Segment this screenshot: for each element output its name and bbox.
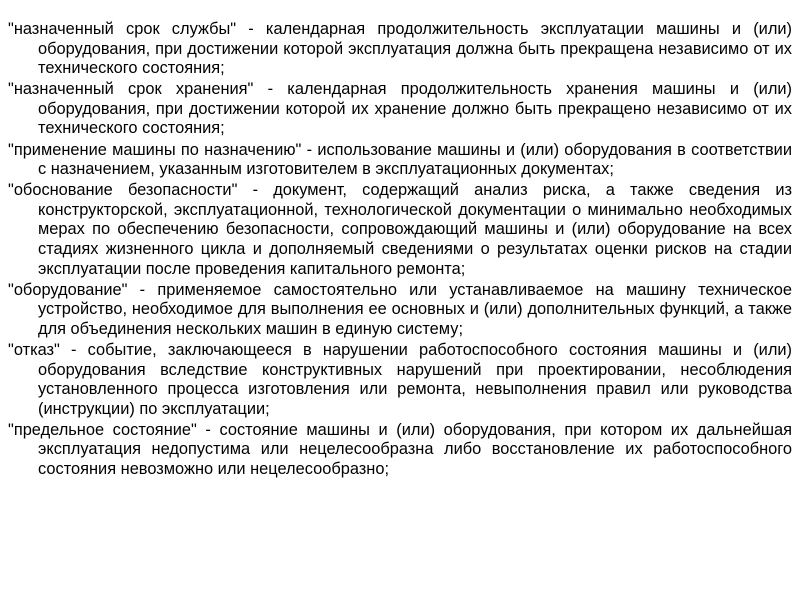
definition-safety-justification: "обоснование безопасности" - документ, содержащий анализ риска, а также сведения из конструкторской, эксплуатационной, технологической документации о минимально необходимых мерах по обеспечению безопасности, сопровождающий машины и (или) оборудование на всех стадиях жизненного цикла и дополняемый сведениями о результатах оценки рисков на стадии эксплуатации после проведения капитального ремонта; [8,181,792,278]
definition-equipment: "оборудование" - применяемое самостоятельно или устанавливаемое на машину техническое устройство, необходимое для выполнения ее основных и (или) дополнительных функций, а также для объединения нескольких машин в единую систему; [8,280,792,338]
definition-limit-state: "предельное состояние" - состояние машины и (или) оборудования, при котором их дальнейшая эксплуатация недопустима или нецелесообразна либо восстановление их работоспособного состояния невозможно или нецелесообразно; [8,420,792,479]
definition-failure: "отказ" - событие, заключающееся в нарушении работоспособного состояния машины и (или) оборудования вследствие конструктивных нарушений при проектировании, несоблюдения установленного процесса изготовления или ремонта, невыполнения правил или руководства (инструкции) по эксплуатации; [8,341,792,418]
document-page [8,20,792,481]
definition-assigned-service-life: "назначенный срок службы" - календарная продолжительность эксплуатации машины и (или) оборудования, при достижении которой эксплуатация должна быть прекращена независимо от их технического состояния; [8,20,792,78]
definition-intended-use: "применение машины по назначению" - использование машины и (или) оборудования в соответствии с назначением, указанным изготовителем в эксплуатационных документах; [8,140,792,179]
definition-assigned-storage-period: "назначенный срок хранения" - календарная продолжительность хранения машины и (или) оборудования, при достижении которой их хранение должно быть прекращено независимо от их технического состояния; [8,80,792,138]
